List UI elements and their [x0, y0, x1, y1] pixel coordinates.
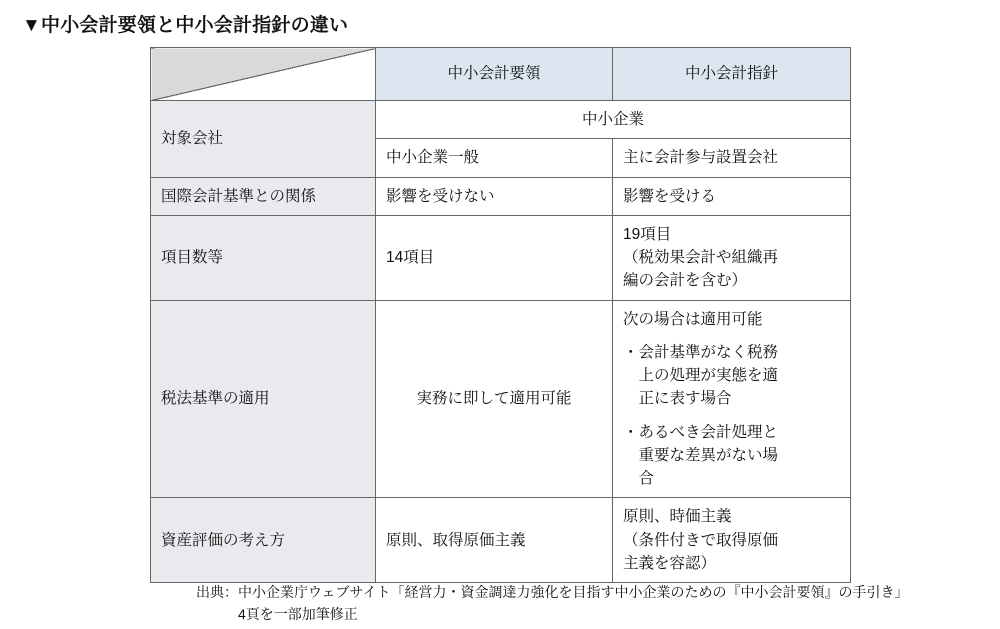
row-label-ifrs-relation: 国際会計基準との関係 [151, 177, 376, 215]
column-header-b: 中小会計指針 [613, 48, 851, 101]
cell-asset-valuation-b [613, 498, 851, 583]
cell-tax-standard-b-item1-l1: ・会計基準がなく税務 [623, 343, 779, 361]
cell-tax-standard-b-item2-l2: 重要な差異がない場 [638, 446, 779, 464]
cell-target-company-b: 主に会計参与設置会社 [613, 139, 851, 177]
cell-target-company-a: 中小企業一般 [376, 139, 613, 177]
source-note-line2: 4頁を一部加筆修正 [238, 605, 358, 622]
cell-target-company-merged: 中小企業 [376, 101, 851, 139]
source-note-line1: 出典：中小企業庁ウェブサイト「経営力・資金調達力強化を目指す中小企業のための『中小会計要領』の手引き」 [196, 584, 909, 600]
row-label-tax-standard: 税法基準の適用 [151, 300, 376, 498]
cell-tax-standard-b-item2-l3: 合 [638, 470, 655, 487]
cell-item-count-a: 14項目 [376, 215, 613, 300]
table-row [151, 215, 851, 300]
table-row [151, 101, 851, 139]
cell-asset-valuation-b-line3: 主義を容認） [623, 554, 717, 572]
comparison-table [150, 47, 851, 583]
cell-asset-valuation-a: 原則、取得原価主義 [376, 498, 613, 583]
cell-tax-standard-b [613, 300, 851, 498]
cell-asset-valuation-b-line1: 原則、時価主義 [623, 508, 732, 526]
cell-item-count-b [613, 215, 851, 300]
source-note [196, 582, 986, 625]
table-header-row [151, 48, 851, 101]
cell-tax-standard-b-item2-l1: ・あるべき会計処理と [623, 423, 779, 441]
cell-item-count-b-line3: 編の会計を含む） [623, 272, 748, 290]
cell-ifrs-relation-a: 影響を受けない [376, 177, 613, 215]
row-label-item-count: 項目数等 [151, 215, 376, 300]
page-title: ▼中小会計要領と中小会計指針の違い [22, 15, 349, 36]
cell-ifrs-relation-b: 影響を受ける [613, 177, 851, 215]
cell-item-count-b-line1: 19項目 [623, 225, 672, 243]
cell-item-count-b-line2: （税効果会計や組織再 [623, 249, 779, 266]
spacer [623, 411, 840, 421]
cell-asset-valuation-b-line2: （条件付きで取得原価 [623, 531, 779, 549]
cell-tax-standard-b-item1-l3: 正に表す場合 [638, 390, 732, 408]
cell-tax-standard-a: 実務に即して適用可能 [376, 300, 613, 498]
comparison-table-wrapper [150, 47, 850, 583]
row-label-target-company: 対象会社 [151, 101, 376, 178]
table-row [151, 498, 851, 583]
spacer [623, 331, 840, 341]
column-header-a: 中小会計要領 [376, 48, 613, 101]
cell-tax-standard-b-line1: 次の場合は適用可能 [623, 310, 763, 328]
table-corner-cell [151, 48, 376, 101]
table-row [151, 177, 851, 215]
table-row [151, 300, 851, 498]
row-label-asset-valuation: 資産評価の考え方 [151, 498, 376, 583]
cell-tax-standard-b-item1-l2: 上の処理が実態を適 [638, 367, 779, 384]
